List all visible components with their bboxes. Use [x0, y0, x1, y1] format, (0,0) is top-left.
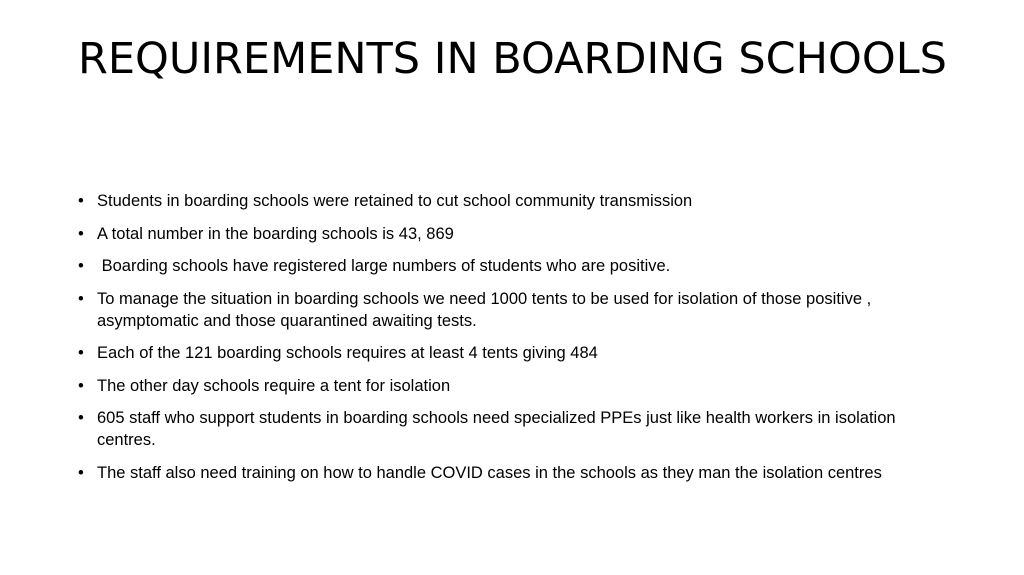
- bullet-text: 605 staff who support students in boarding schools need specialized PPEs just like health workers in isolation centres.: [97, 409, 896, 449]
- bullet-item: [78, 190, 928, 212]
- slide-title: REQUIREMENTS IN BOARDING SCHOOLS: [78, 34, 947, 84]
- bullet-dot-icon: •: [78, 192, 84, 210]
- bullet-dot-icon: •: [78, 463, 84, 482]
- bullet-text: Each of the 121 boarding schools requires at least 4 tents giving 484: [97, 344, 598, 362]
- bullet-item: [78, 223, 928, 245]
- bullet-item: [78, 342, 928, 364]
- bullet-list: [78, 190, 928, 494]
- bullet-text: Boarding schools have registered large numbers of students who are positive.: [97, 257, 671, 275]
- bullet-item: [78, 255, 928, 277]
- bullet-dot-icon: •: [78, 409, 84, 427]
- bullet-item: [78, 375, 928, 397]
- bullet-item: [78, 407, 928, 451]
- bullet-dot-icon: •: [78, 257, 84, 275]
- bullet-item: [78, 462, 928, 484]
- bullet-item: [78, 288, 928, 332]
- bullet-text: To manage the situation in boarding schools we need 1000 tents to be used for isolation of those positive , asymptomatic and those quarantined awaiting tests.: [97, 289, 872, 330]
- bullet-dot-icon: •: [78, 289, 84, 308]
- bullet-dot-icon: •: [78, 376, 84, 395]
- bullet-text: The staff also need training on how to handle COVID cases in the schools as they man the isolation centres: [97, 463, 882, 482]
- bullet-dot-icon: •: [78, 344, 84, 362]
- bullet-text: The other day schools require a tent for isolation: [97, 376, 451, 395]
- bullet-text: A total number in the boarding schools is 43, 869: [97, 224, 454, 243]
- bullet-text: Students in boarding schools were retained to cut school community transmission: [97, 192, 693, 210]
- bullet-dot-icon: •: [78, 224, 84, 243]
